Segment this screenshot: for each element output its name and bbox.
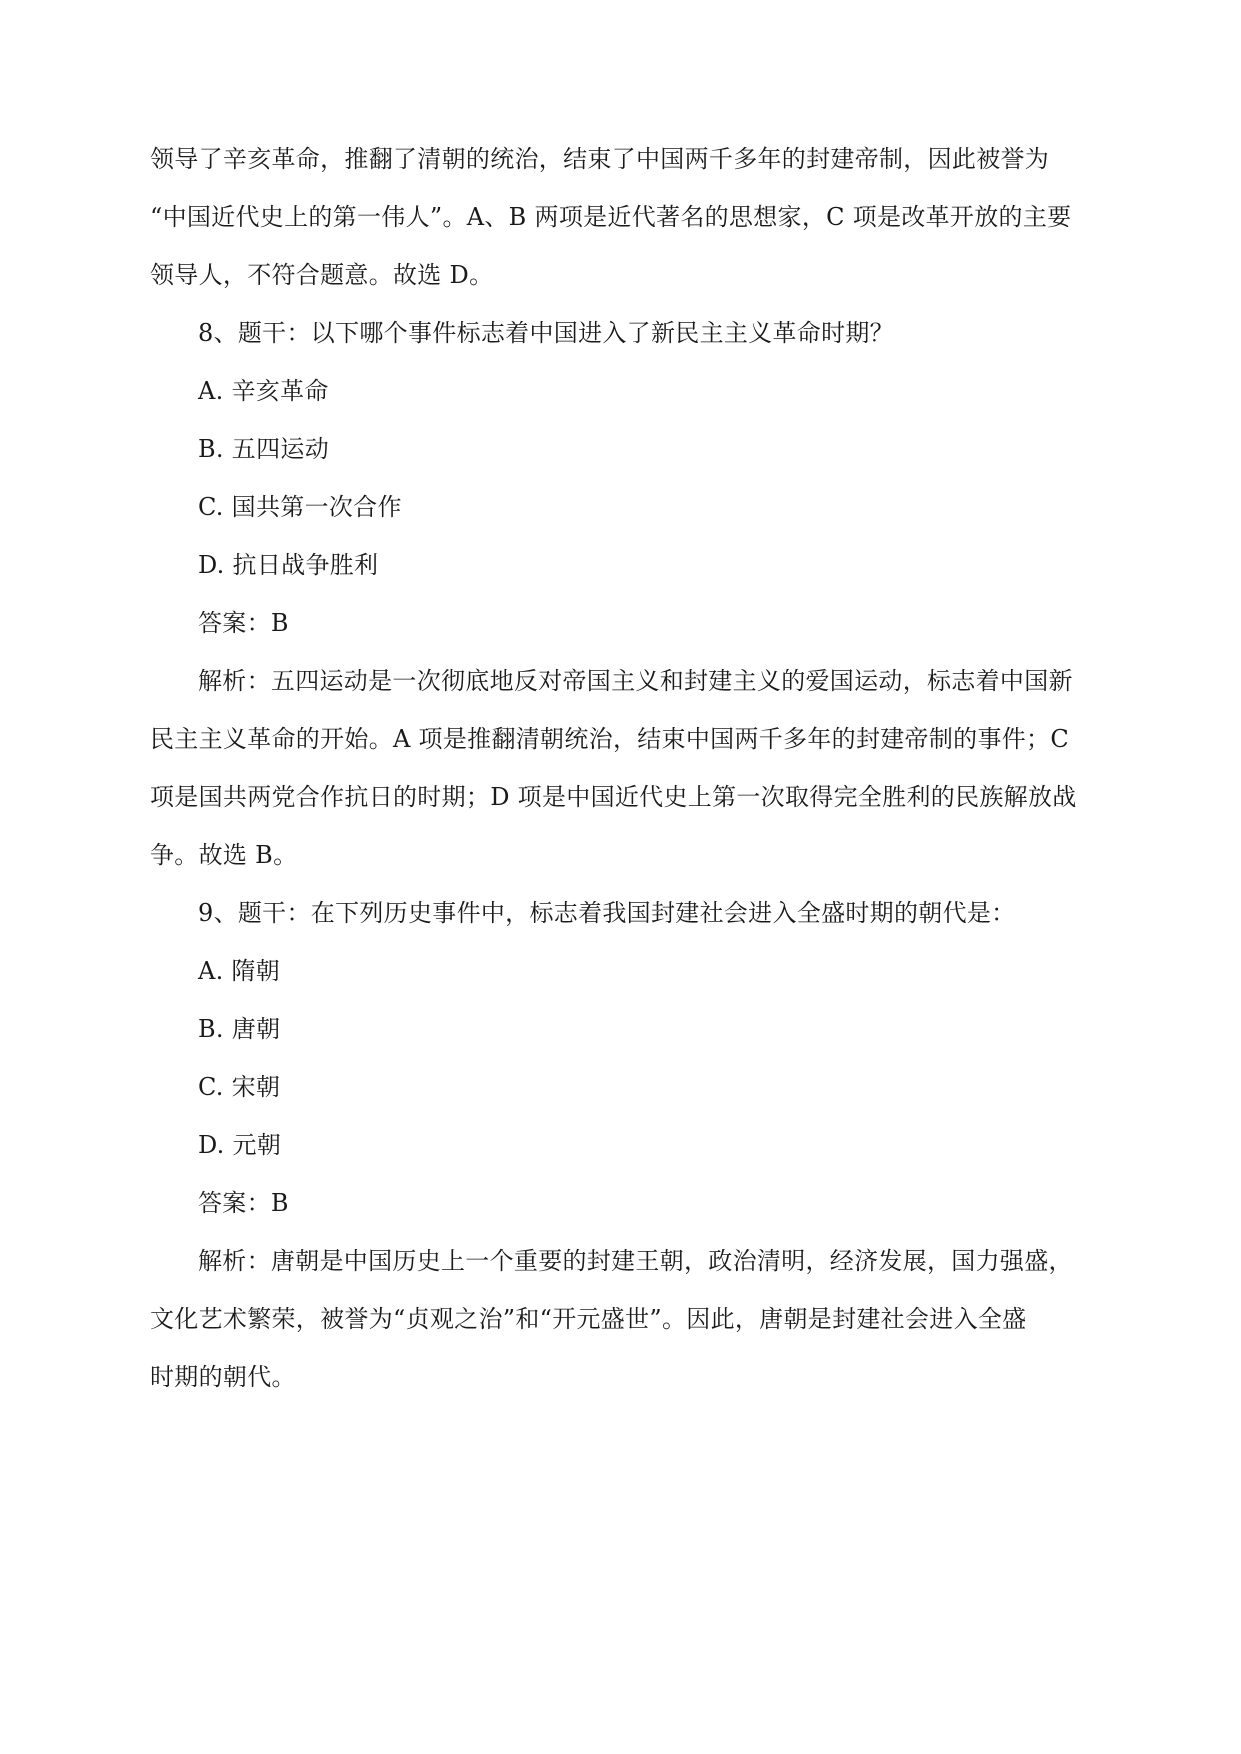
explanation-line: 解析：五四运动是一次彻底地反对帝国主义和封建主义的爱国运动，标志着中国新	[198, 667, 1073, 695]
explanation-line: 文化艺术繁荣，被誉为“贞观之治”和“开元盛世”。因此，唐朝是封建社会进入全盛	[150, 1305, 1027, 1333]
explanation-line: “中国近代史上的第一伟人”。A、B 两项是近代著名的思想家，C 项是改革开放的主要	[150, 203, 1072, 231]
question-stem: 8、题干：以下哪个事件标志着中国进入了新民主主义革命时期？	[198, 319, 894, 347]
option-b: B. 唐朝	[198, 1015, 281, 1043]
option-a: A. 隋朝	[198, 957, 281, 985]
option-c: C. 宋朝	[198, 1073, 281, 1101]
explanation-line: 领导了辛亥革命，推翻了清朝的统治，结束了中国两千多年的封建帝制，因此被誉为	[150, 145, 1050, 173]
option-a: A. 辛亥革命	[198, 377, 329, 405]
option-d: D. 元朝	[198, 1131, 282, 1159]
explanation-line: 解析：唐朝是中国历史上一个重要的封建王朝，政治清明，经济发展，国力强盛，	[198, 1247, 1073, 1275]
answer: 答案：B	[198, 609, 289, 637]
answer: 答案：B	[198, 1189, 289, 1217]
explanation-line: 民主主义革命的开始。A 项是推翻清朝统治，结束中国两千多年的封建帝制的事件；C	[150, 725, 1070, 753]
explanation-line: 领导人，不符合题意。故选 D。	[150, 261, 494, 289]
option-c: C. 国共第一次合作	[198, 493, 402, 521]
option-d: D. 抗日战争胜利	[198, 551, 379, 579]
explanation-line: 项是国共两党合作抗日的时期；D 项是中国近代史上第一次取得完全胜利的民族解放战	[150, 783, 1077, 811]
explanation-line: 时期的朝代。	[150, 1363, 296, 1391]
explanation-line: 争。故选 B。	[150, 841, 298, 869]
question-stem: 9、题干：在下列历史事件中，标志着我国封建社会进入全盛时期的朝代是：	[198, 899, 1016, 927]
option-b: B. 五四运动	[198, 435, 329, 463]
